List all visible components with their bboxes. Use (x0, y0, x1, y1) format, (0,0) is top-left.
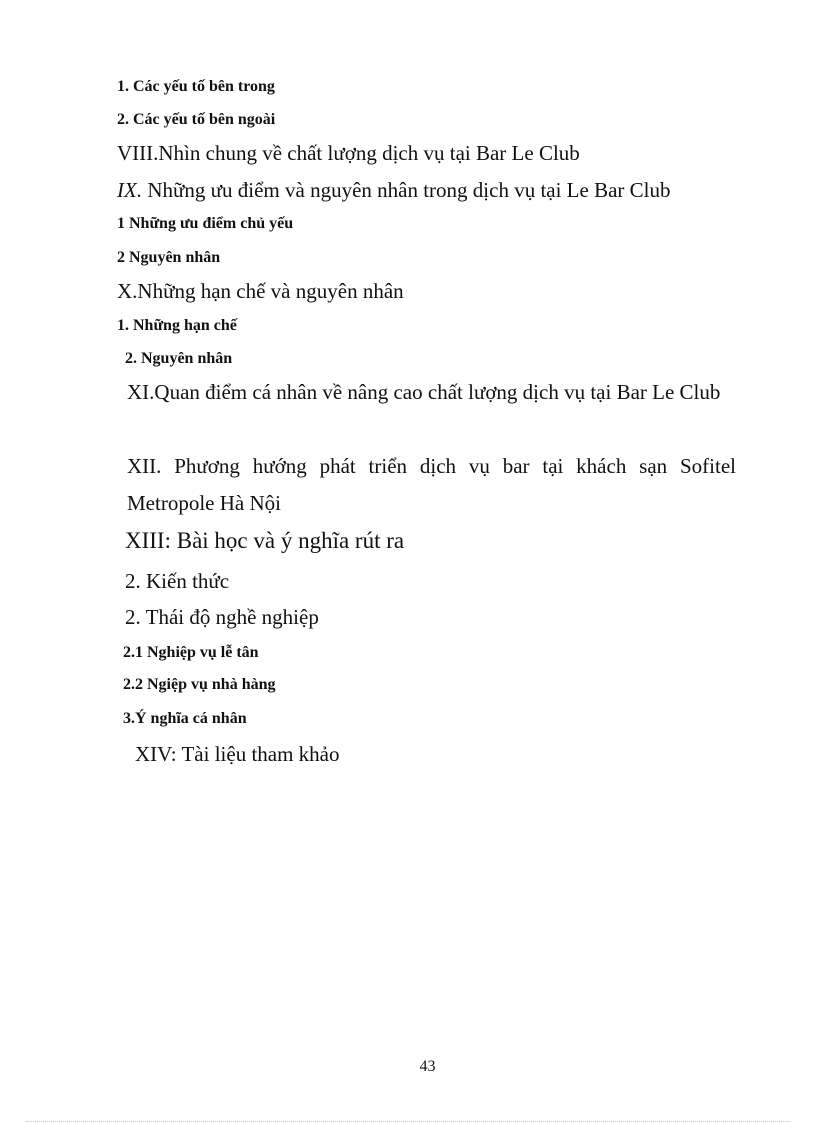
toc-heading: X.Những hạn chế và nguyên nhân (117, 279, 404, 303)
toc-item: 2. Nguyên nhân (125, 350, 233, 367)
toc-item: 2. Các yếu tố bên ngoài (117, 111, 276, 128)
toc-heading: VIII.Nhìn chung về chất lượng dịch vụ tại Bar Le Club (117, 141, 580, 165)
toc-item: 2.2 Ngiệp vụ nhà hàng (123, 676, 276, 693)
toc-item: 1 Những ưu điểm chủ yếu (117, 215, 294, 232)
page-bottom-divider (26, 1121, 790, 1122)
toc-heading: XIII: Bài học và ý nghĩa rút ra (125, 528, 405, 553)
toc-heading-numeral: IX. (117, 178, 143, 202)
page-number: 43 (419, 1058, 436, 1075)
toc-item: 2. Thái độ nghề nghiệp (125, 605, 319, 629)
toc-item: 1. Các yếu tố bên trong (117, 78, 275, 95)
toc-item: 2. Kiến thức (125, 569, 230, 593)
toc-heading: XII. Phương hướng phát triển dịch vụ bar tại khách sạn Sofitel Metropole Hà Nội (127, 454, 736, 515)
toc-item: 2.1 Nghiệp vụ lễ tân (123, 644, 259, 661)
toc-heading (117, 180, 671, 201)
toc-heading: XIV: Tài liệu tham khảo (135, 742, 340, 766)
toc-item: 1. Những hạn chế (117, 317, 237, 334)
toc-item: 3.Ý nghĩa cá nhân (123, 710, 247, 727)
toc-heading-text: Những ưu điểm và nguyên nhân trong dịch vụ tại Le Bar Club (142, 178, 671, 202)
toc-item: 2 Nguyên nhân (117, 249, 221, 266)
toc-heading: XI.Quan điểm cá nhân về nâng cao chất lượng dịch vụ tại Bar Le Club (127, 380, 721, 404)
